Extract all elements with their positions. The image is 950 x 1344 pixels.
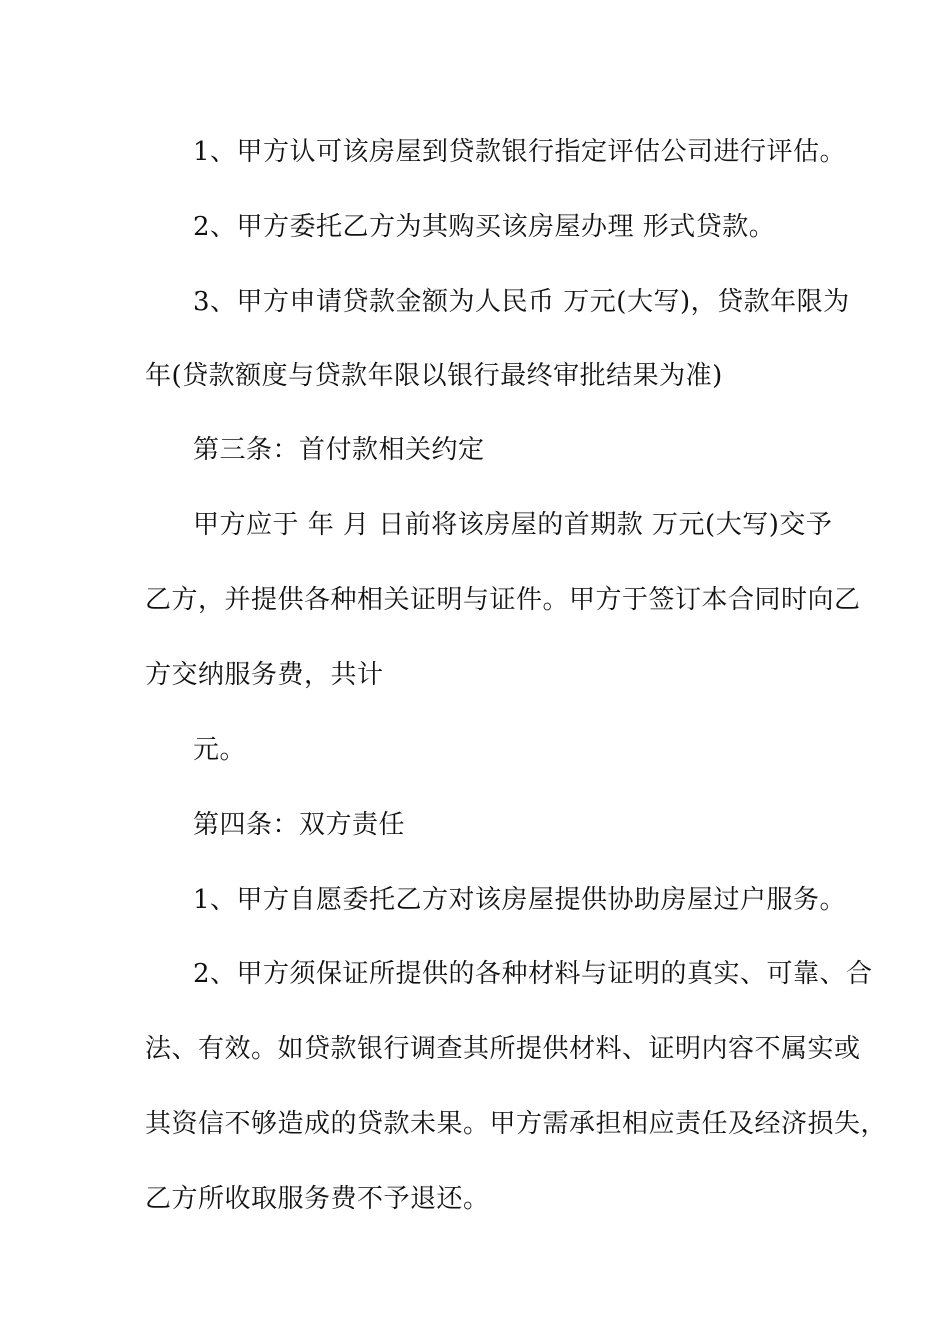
responsibility-2-continuation-3: 乙方所收取服务费不予退还。 xyxy=(145,1184,490,1214)
clause-2-loan-form: 2、甲方委托乙方为其购买该房屋办理 形式贷款。 xyxy=(193,212,776,242)
clause-1-appraisal: 1、甲方认可该房屋到贷款银行指定评估公司进行评估。 xyxy=(193,137,847,167)
article-3-heading: 第三条：首付款相关约定 xyxy=(193,435,485,465)
responsibility-1: 1、甲方自愿委托乙方对该房屋提供协助房屋过户服务。 xyxy=(193,885,847,915)
responsibility-2: 2、甲方须保证所提供的各种材料与证明的真实、可靠、合 xyxy=(193,959,873,989)
service-fee-line: 方交纳服务费，共计 xyxy=(145,660,384,690)
clause-3-continuation: 年(贷款额度与贷款年限以银行最终审批结果为准) xyxy=(145,361,723,391)
down-payment-continuation: 乙方，并提供各种相关证明与证件。甲方于签订本合同时向乙 xyxy=(145,585,861,615)
service-fee-unit: 元。 xyxy=(193,735,247,765)
responsibility-2-continuation-2: 其资信不够造成的贷款未果。甲方需承担相应责任及经济损失， xyxy=(145,1109,888,1139)
article-4-heading: 第四条：双方责任 xyxy=(193,810,406,840)
down-payment-paragraph: 甲方应于 年 月 日前将该房屋的首期款 万元(大写)交予 xyxy=(193,510,833,540)
clause-3-loan-amount: 3、甲方申请贷款金额为人民币 万元(大写)，贷款年限为 xyxy=(193,287,850,317)
responsibility-2-continuation-1: 法、有效。如贷款银行调查其所提供材料、证明内容不属实或 xyxy=(145,1034,861,1064)
